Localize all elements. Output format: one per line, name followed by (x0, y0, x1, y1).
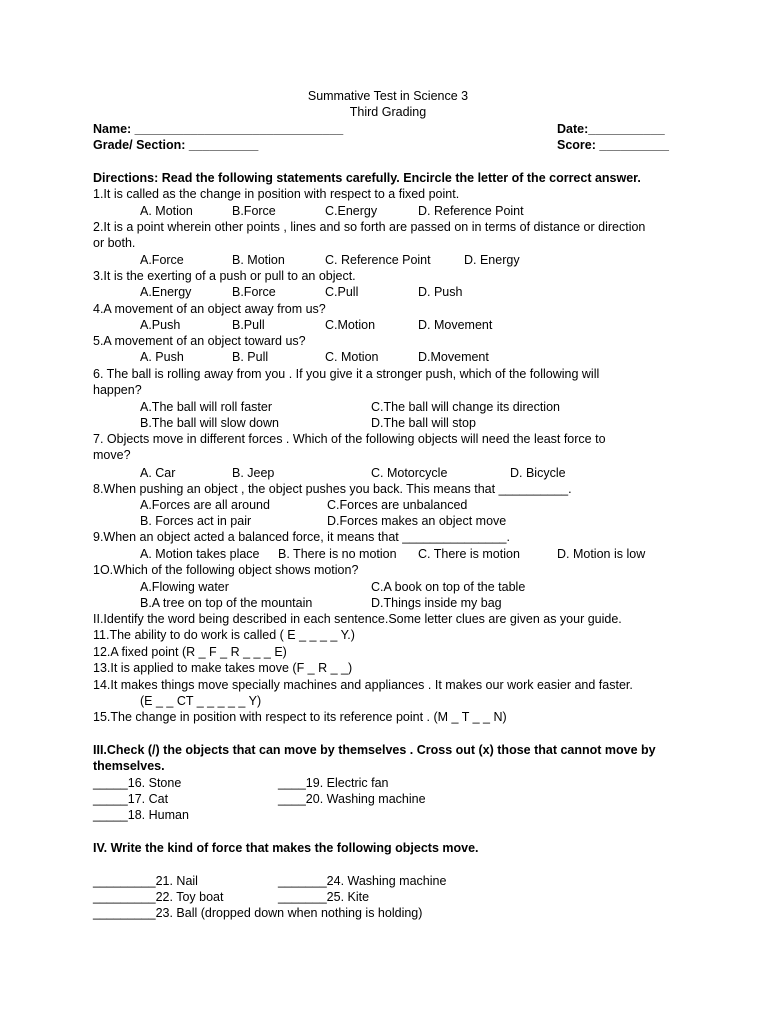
q6-option-a: A.The ball will roll faster (140, 400, 272, 414)
q2-option-a: A.Force (140, 253, 184, 267)
q8-option-c: C.Forces are unbalanced (327, 498, 468, 512)
question-15: 15.The change in position with respect to its reference point . (M _ T _ _ N) (93, 710, 507, 724)
question-5: 5.A movement of an object toward us? (93, 334, 306, 348)
q1-option-c: C.Energy (325, 204, 378, 218)
q8-option-a: A.Forces are all around (140, 498, 270, 512)
q10-option-a: A.Flowing water (140, 580, 229, 594)
test-title: Summative Test in Science 3 (307, 89, 469, 103)
item-25: _______25. Kite (278, 890, 370, 904)
q2-option-b: B. Motion (232, 253, 285, 267)
item-23: _________23. Ball (dropped down when nothing is holding) (93, 906, 423, 920)
item-17: _____17. Cat (93, 792, 169, 806)
q5-option-c: C. Motion (325, 350, 379, 364)
name-field: Name: ______________________________ (93, 122, 344, 136)
item-20: ____20. Washing machine (278, 792, 426, 806)
q6-option-c: C.The ball will change its direction (371, 400, 560, 414)
question-6-cont: happen? (93, 383, 142, 397)
item-21: _________21. Nail (93, 874, 198, 888)
q2-option-d: D. Energy (464, 253, 520, 267)
question-11: 11.The ability to do work is called ( E _ _ _ _ Y.) (93, 628, 355, 642)
q3-option-a: A.Energy (140, 285, 192, 299)
question-2-cont: or both. (93, 236, 136, 250)
item-19: ____19. Electric fan (278, 776, 389, 790)
item-18: _____18. Human (93, 808, 189, 822)
test-subtitle: Third Grading (349, 105, 427, 119)
date-field: Date:___________ (557, 122, 665, 136)
q3-option-b: B.Force (232, 285, 276, 299)
q8-option-d: D.Forces makes an object move (327, 514, 507, 528)
question-14: 14.It makes things move specially machines and appliances . It makes our work easier and faster. (93, 678, 633, 692)
score-field: Score: __________ (557, 138, 669, 152)
q4-option-c: C.Motion (325, 318, 376, 332)
question-3: 3.It is the exerting of a push or pull to an object. (93, 269, 356, 283)
item-22: _________22. Toy boat (93, 890, 224, 904)
question-1: 1.It is called as the change in position with respect to a fixed point. (93, 187, 460, 201)
q7-option-a: A. Car (140, 466, 176, 480)
question-9: 9.When an object acted a balanced force, it means that _______________. (93, 530, 510, 544)
q4-option-b: B.Pull (232, 318, 265, 332)
grade-section-field: Grade/ Section: __________ (93, 138, 259, 152)
q7-option-d: D. Bicycle (510, 466, 566, 480)
q9-option-c: C. There is motion (418, 547, 520, 561)
question-12: 12.A fixed point (R _ F _ R _ _ _ E) (93, 645, 287, 659)
q9-option-b: B. There is no motion (278, 547, 397, 561)
q5-option-b: B. Pull (232, 350, 269, 364)
question-6: 6. The ball is rolling away from you . If you give it a stronger push, which of the following will (93, 367, 600, 381)
q10-option-d: D.Things inside my bag (371, 596, 502, 610)
part3-directions-cont: themselves. (93, 759, 165, 773)
part2-directions: II.Identify the word being described in each sentence.Some letter clues are given as your guide. (93, 612, 622, 626)
q7-option-b: B. Jeep (232, 466, 275, 480)
part1-directions: Directions: Read the following statements carefully. Encircle the letter of the correct answer. (93, 171, 641, 185)
q2-option-c: C. Reference Point (325, 253, 431, 267)
q7-option-c: C. Motorcycle (371, 466, 448, 480)
q4-option-d: D. Movement (418, 318, 493, 332)
q5-option-a: A. Push (140, 350, 184, 364)
question-14-clue: (E _ _ CT _ _ _ _ _ Y) (140, 694, 262, 708)
q5-option-d: D.Movement (418, 350, 489, 364)
question-7-cont: move? (93, 448, 131, 462)
q10-option-b: B.A tree on top of the mountain (140, 596, 313, 610)
part4-directions: IV. Write the kind of force that makes the following objects move. (93, 841, 479, 855)
q4-option-a: A.Push (140, 318, 181, 332)
q10-option-c: C.A book on top of the table (371, 580, 526, 594)
question-13: 13.It is applied to make takes move (F _ R _ _) (93, 661, 353, 675)
question-2: 2.It is a point wherein other points , lines and so forth are passed on in terms of distance or direction (93, 220, 646, 234)
question-7: 7. Objects move in different forces . Which of the following objects will need the least force to (93, 432, 606, 446)
q3-option-d: D. Push (418, 285, 463, 299)
q9-option-d: D. Motion is low (557, 547, 646, 561)
q1-option-d: D. Reference Point (418, 204, 524, 218)
item-16: _____16. Stone (93, 776, 182, 790)
item-24: _______24. Washing machine (278, 874, 447, 888)
q3-option-c: C.Pull (325, 285, 359, 299)
q9-option-a: A. Motion takes place (140, 547, 260, 561)
part3-directions: III.Check (/) the objects that can move by themselves . Cross out (x) those that cannot move by (93, 743, 656, 757)
q1-option-a: A. Motion (140, 204, 193, 218)
q8-option-b: B. Forces act in pair (140, 514, 252, 528)
question-4: 4.A movement of an object away from us? (93, 302, 326, 316)
question-8: 8.When pushing an object , the object pushes you back. This means that __________. (93, 482, 572, 496)
question-10: 1O.Which of the following object shows motion? (93, 563, 359, 577)
q6-option-d: D.The ball will stop (371, 416, 476, 430)
q6-option-b: B.The ball will slow down (140, 416, 279, 430)
q1-option-b: B.Force (232, 204, 276, 218)
